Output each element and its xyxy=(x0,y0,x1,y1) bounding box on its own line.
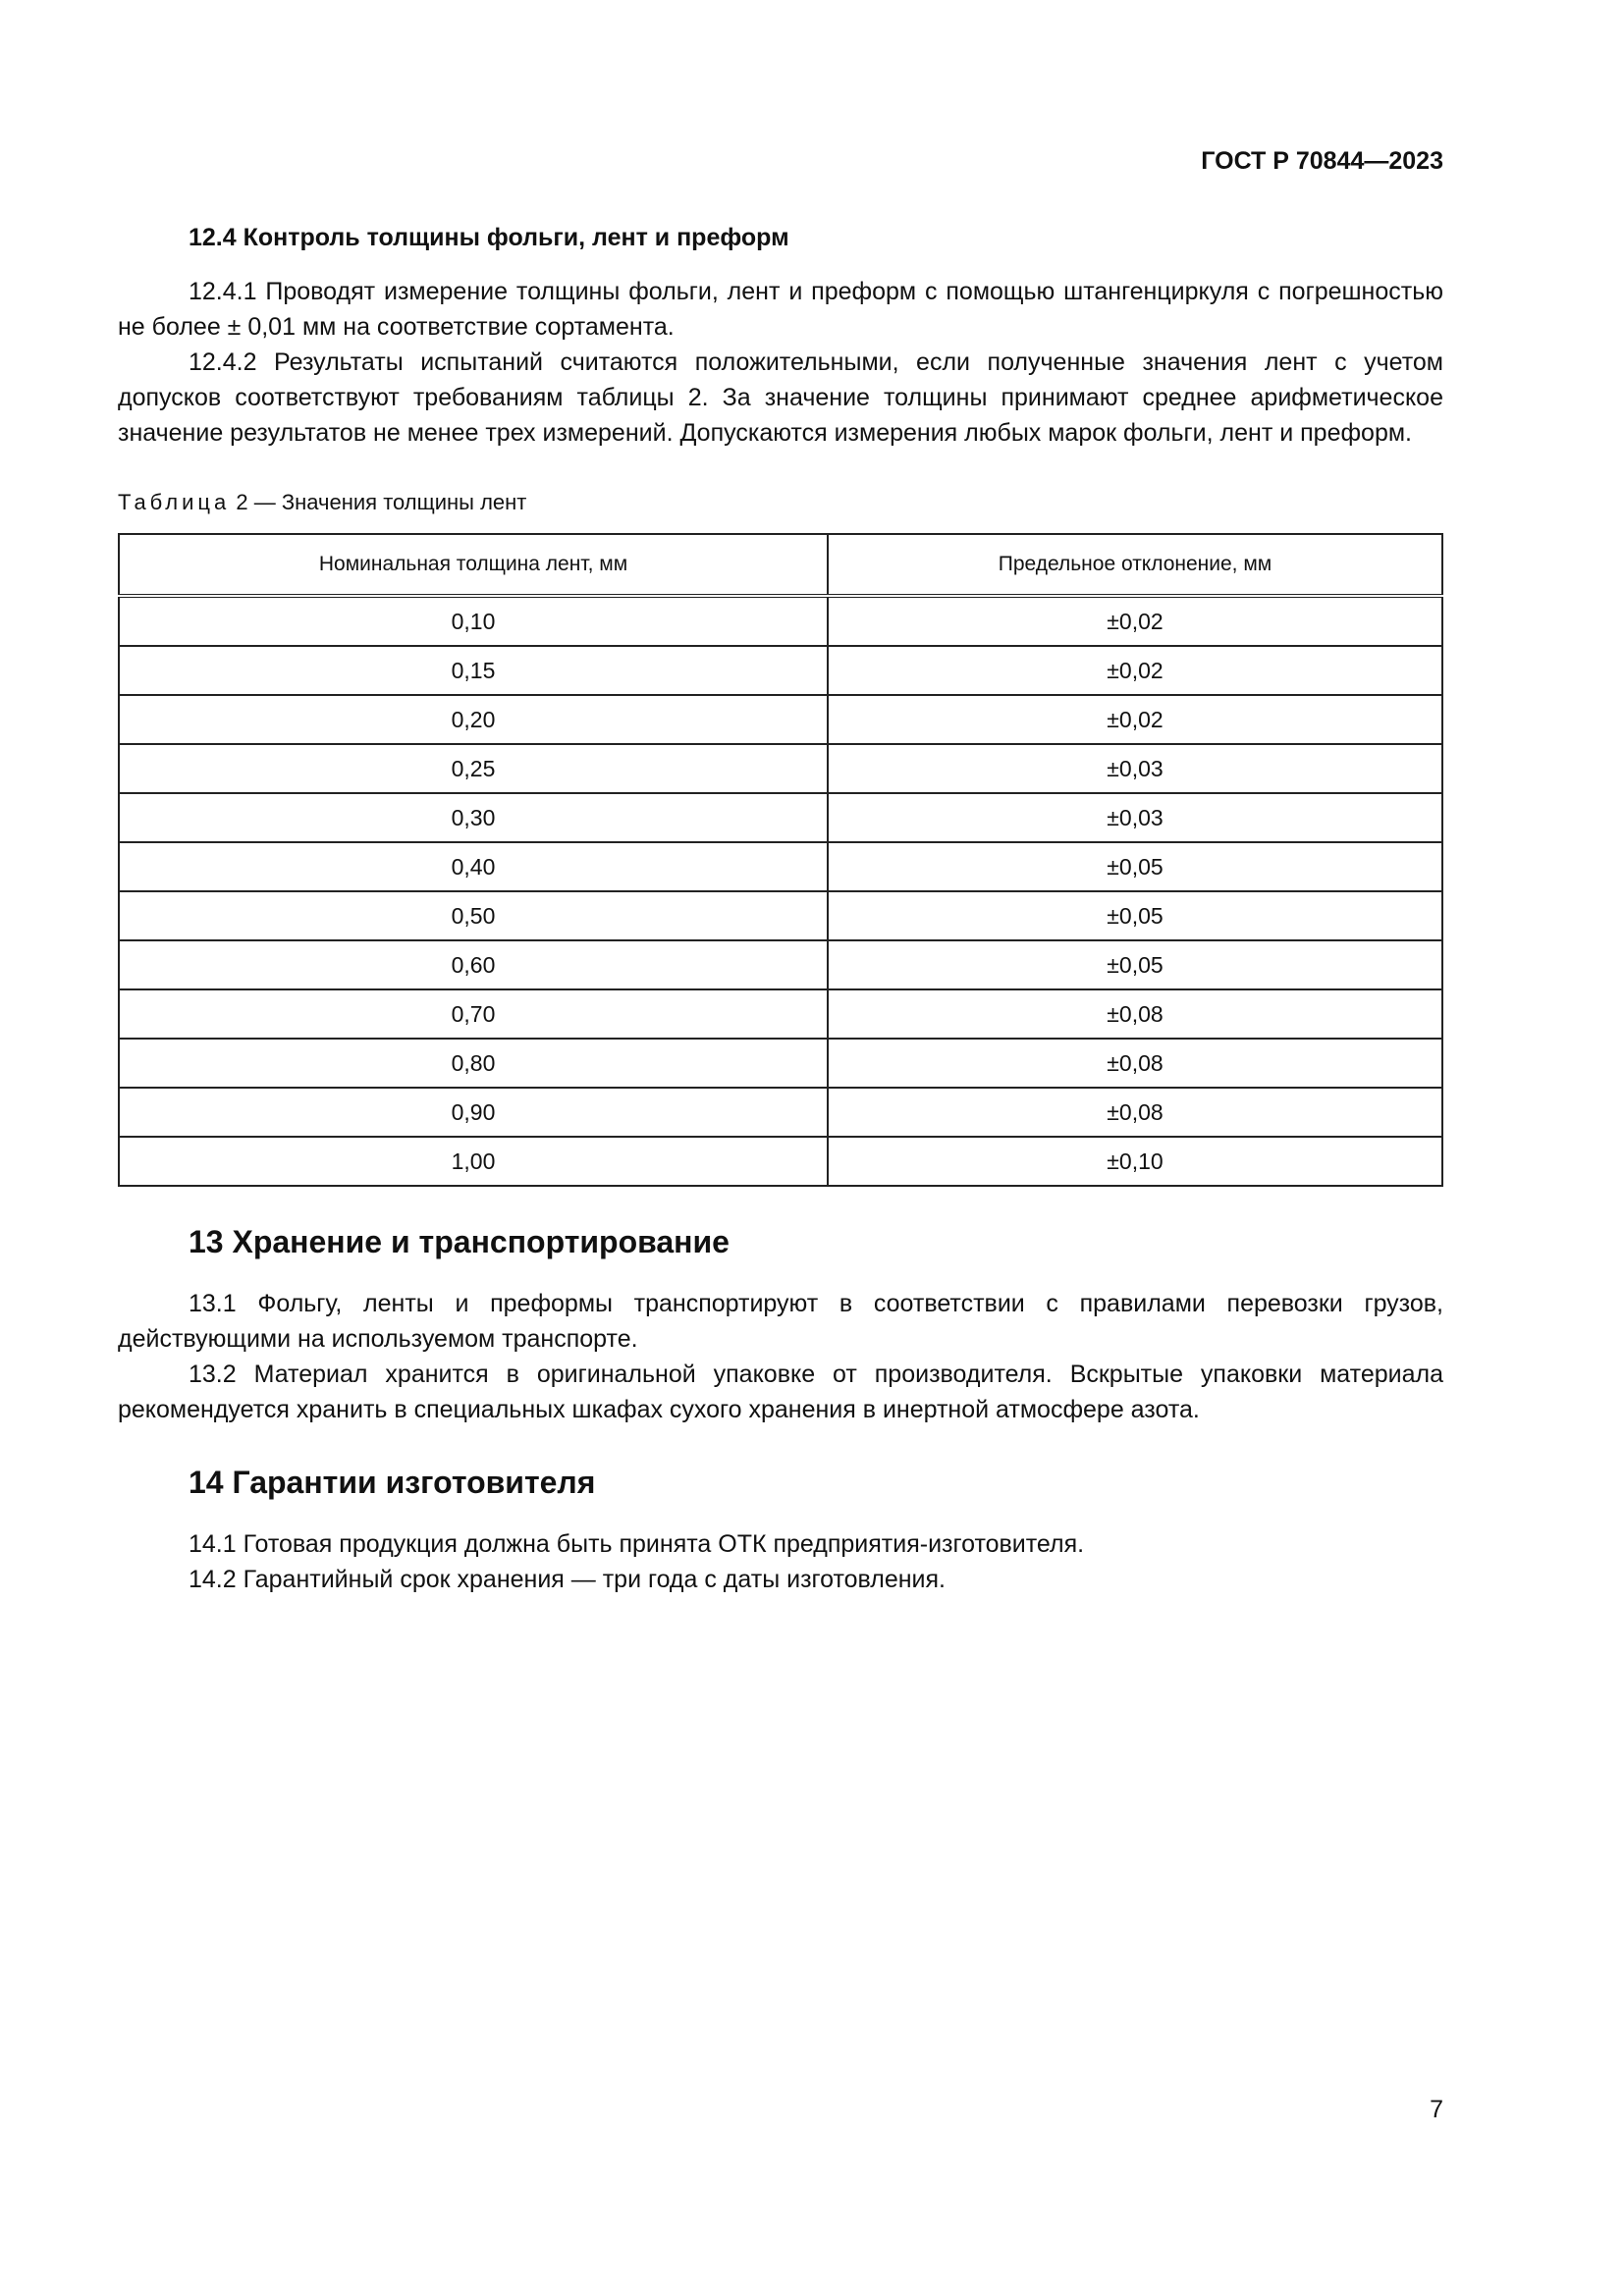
tolerance-cell: ±0,03 xyxy=(828,793,1442,842)
table-caption xyxy=(118,490,1443,515)
tolerance-cell: ±0,10 xyxy=(828,1137,1442,1186)
tolerance-cell: ±0,08 xyxy=(828,1039,1442,1088)
paragraph-14-2: 14.2 Гарантийный срок хранения — три года с даты изготовления. xyxy=(189,1566,946,1593)
thickness-table xyxy=(118,533,1443,1187)
paragraph-13-1: 13.1 Фольгу, ленты и преформы транспортируют в соответствии с правилами перевозки грузов, действующими на используемом транспорте. xyxy=(118,1290,1443,1353)
column-header-nominal-thickness: Номинальная толщина лент, мм xyxy=(119,534,828,596)
section-13-heading: 13 Хранение и транспортирование xyxy=(189,1224,730,1259)
table-body xyxy=(119,596,1442,1186)
nominal-thickness-cell: 0,90 xyxy=(119,1088,828,1137)
paragraph-14-1: 14.1 Готовая продукция должна быть принята ОТК предприятия-изготовителя. xyxy=(189,1530,1085,1558)
nominal-thickness-cell: 0,60 xyxy=(119,940,828,989)
nominal-thickness-cell: 0,15 xyxy=(119,646,828,695)
table-row xyxy=(119,989,1442,1039)
page-number: 7 xyxy=(1430,2096,1443,2123)
table-header-row xyxy=(119,534,1442,596)
tolerance-cell: ±0,05 xyxy=(828,842,1442,891)
table-caption-label: Таблица xyxy=(118,490,231,514)
table-row xyxy=(119,646,1442,695)
document-code: ГОСТ Р 70844—2023 xyxy=(1201,147,1443,175)
tolerance-cell: ±0,02 xyxy=(828,596,1442,646)
paragraph-13-2: 13.2 Материал хранится в оригинальной упаковке от производителя. Вскрытые упаковки материала рекомендуется хранить в специальных шкафах сухого хранения в инертной атмосфере азота. xyxy=(118,1361,1443,1423)
table-row xyxy=(119,596,1442,646)
nominal-thickness-cell: 0,80 xyxy=(119,1039,828,1088)
tolerance-cell: ±0,08 xyxy=(828,989,1442,1039)
nominal-thickness-cell: 0,40 xyxy=(119,842,828,891)
column-header-tolerance: Предельное отклонение, мм xyxy=(828,534,1442,596)
nominal-thickness-cell: 0,25 xyxy=(119,744,828,793)
nominal-thickness-cell: 0,50 xyxy=(119,891,828,940)
table-row xyxy=(119,744,1442,793)
page-content xyxy=(118,224,1443,1597)
nominal-thickness-cell: 1,00 xyxy=(119,1137,828,1186)
tolerance-cell: ±0,08 xyxy=(828,1088,1442,1137)
nominal-thickness-cell: 0,20 xyxy=(119,695,828,744)
table-row xyxy=(119,1137,1442,1186)
table-row xyxy=(119,1039,1442,1088)
nominal-thickness-cell: 0,70 xyxy=(119,989,828,1039)
nominal-thickness-cell: 0,10 xyxy=(119,596,828,646)
tolerance-cell: ±0,05 xyxy=(828,940,1442,989)
table-row xyxy=(119,695,1442,744)
tolerance-cell: ±0,02 xyxy=(828,695,1442,744)
tolerance-cell: ±0,05 xyxy=(828,891,1442,940)
tolerance-cell: ±0,03 xyxy=(828,744,1442,793)
table-row xyxy=(119,842,1442,891)
paragraph-12-4-2: 12.4.2 Результаты испытаний считаются положительными, если полученные значения лент с учетом допусков соответствуют требованиям таблицы 2. За значение толщины принимают среднее арифметическое значение результатов не менее трех измерений. Допускаются измерения любых марок фольги, лент и преформ. xyxy=(118,348,1443,447)
table-row xyxy=(119,940,1442,989)
table-row xyxy=(119,891,1442,940)
table-caption-text: 2 — Значения толщины лент xyxy=(230,490,527,514)
section-14-heading: 14 Гарантии изготовителя xyxy=(189,1465,596,1500)
table-row xyxy=(119,1088,1442,1137)
nominal-thickness-cell: 0,30 xyxy=(119,793,828,842)
tolerance-cell: ±0,02 xyxy=(828,646,1442,695)
paragraph-12-4-1: 12.4.1 Проводят измерение толщины фольги, лент и преформ с помощью штангенциркуля с погрешностью не более ± 0,01 мм на соответствие сортамента. xyxy=(118,278,1443,341)
table-row xyxy=(119,793,1442,842)
section-12-4-heading: 12.4 Контроль толщины фольги, лент и преформ xyxy=(189,224,789,251)
